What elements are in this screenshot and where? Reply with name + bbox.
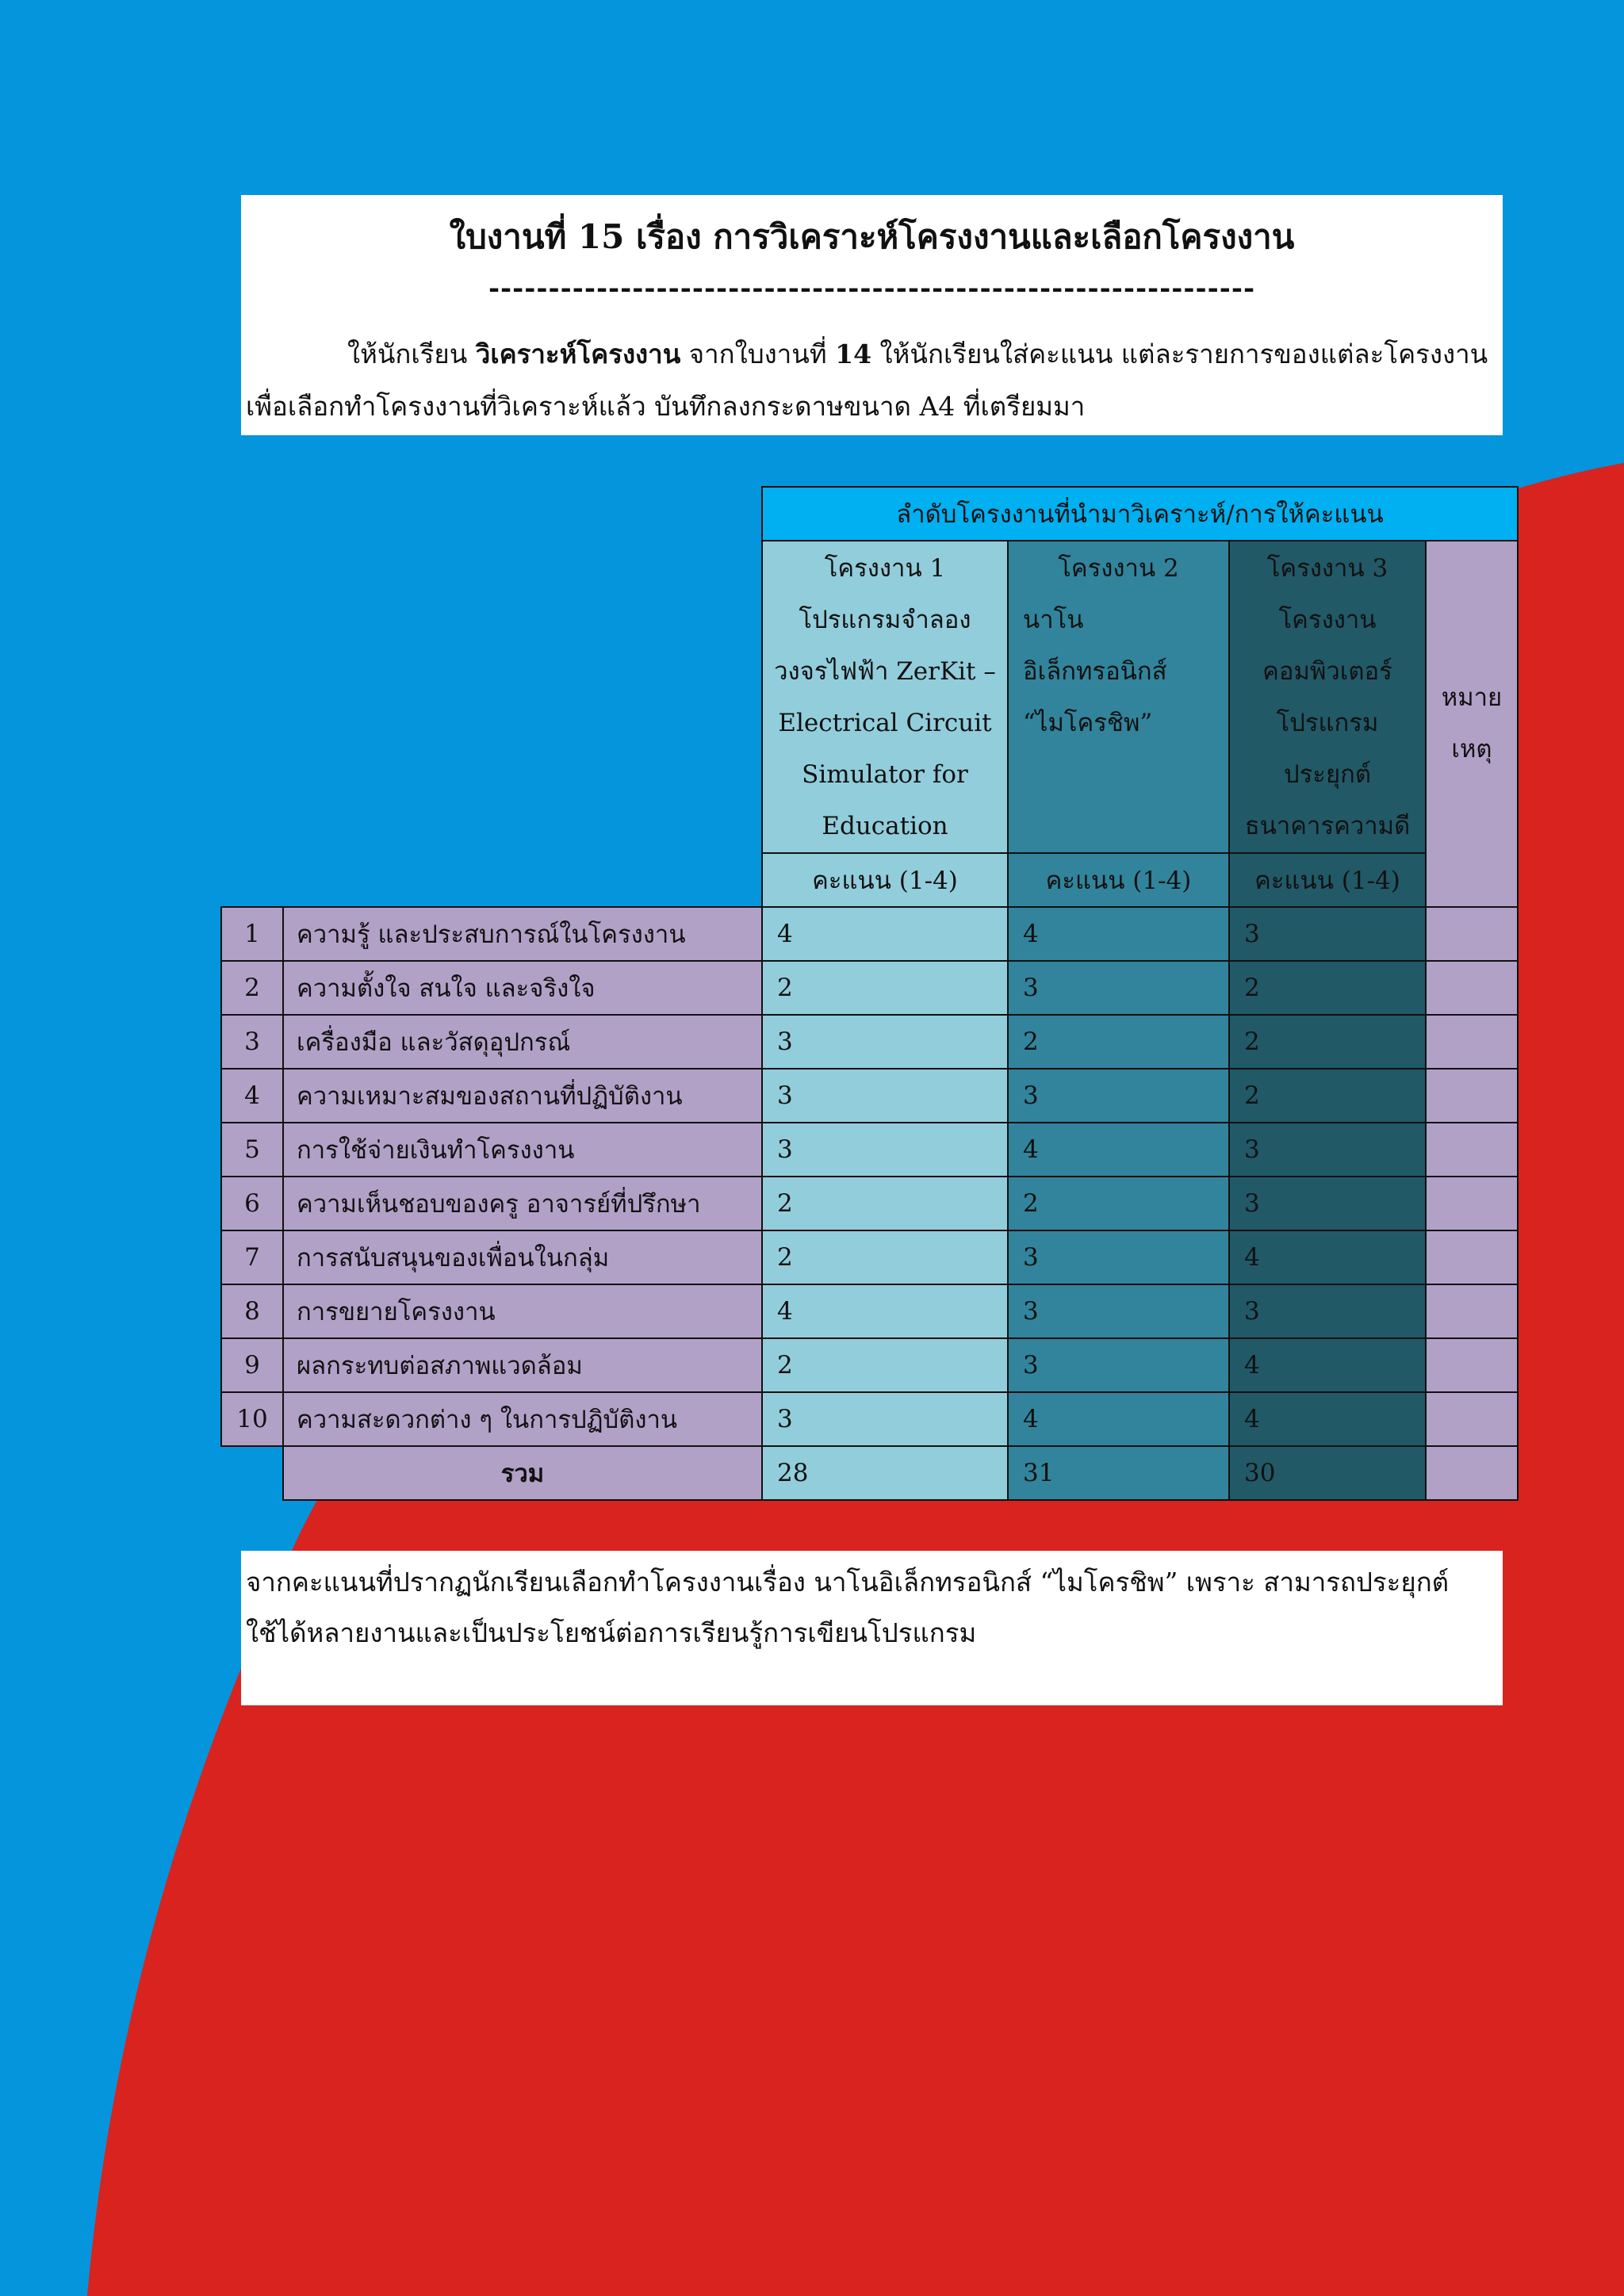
remark-cell bbox=[1426, 1338, 1518, 1392]
score-project-2: 3 bbox=[1008, 1069, 1229, 1123]
score-project-1: 3 bbox=[762, 1123, 1008, 1177]
project-2-line: นาโน bbox=[1023, 606, 1084, 634]
score-project-1: 2 bbox=[762, 1230, 1008, 1284]
table-row bbox=[221, 961, 1518, 1015]
table-row bbox=[221, 1069, 1518, 1123]
score-project-1: 3 bbox=[762, 1392, 1008, 1446]
project-2-line: โครงงาน 2 bbox=[1058, 554, 1179, 583]
instruction-text bbox=[246, 328, 1492, 433]
empty-corner bbox=[221, 541, 762, 853]
project-1-unit: คะแนน (1-4) bbox=[762, 853, 1008, 907]
conclusion-box bbox=[241, 1551, 1503, 1705]
criterion: การขยายโครงงาน bbox=[283, 1284, 762, 1338]
project-1-line: Education bbox=[822, 812, 948, 840]
project-3-line: โครงงาน 3 bbox=[1266, 554, 1388, 583]
instruction-bold-number: 14 bbox=[835, 339, 872, 369]
score-project-2: 4 bbox=[1008, 907, 1229, 961]
project-1-line: วงจรไฟฟ้า ZerKit – bbox=[774, 657, 996, 686]
instruction-mid: จากใบงานที่ bbox=[680, 339, 836, 369]
project-2-unit: คะแนน (1-4) bbox=[1008, 853, 1229, 907]
score-project-3: 4 bbox=[1229, 1230, 1426, 1284]
table-row bbox=[221, 1123, 1518, 1177]
criterion: ความรู้ และประสบการณ์ในโครงงาน bbox=[283, 907, 762, 961]
criterion: การใช้จ่ายเงินทำโครงงาน bbox=[283, 1123, 762, 1177]
table-row bbox=[221, 1338, 1518, 1392]
criterion: ความตั้งใจ สนใจ และจริงใจ bbox=[283, 961, 762, 1015]
score-project-1: 4 bbox=[762, 1284, 1008, 1338]
project-3-line: คอมพิวเตอร์ bbox=[1262, 657, 1392, 686]
table-row bbox=[221, 1392, 1518, 1446]
table-row bbox=[221, 1015, 1518, 1069]
group-header: ลำดับโครงงานที่นำมาวิเคราะห์/การให้คะแนน bbox=[762, 487, 1518, 541]
remark-cell bbox=[1426, 907, 1518, 961]
remark-header-line: หมาย bbox=[1441, 683, 1503, 712]
score-project-3: 4 bbox=[1229, 1392, 1426, 1446]
empty-corner bbox=[221, 487, 762, 541]
row-number: 1 bbox=[221, 907, 283, 961]
remark-cell bbox=[1426, 961, 1518, 1015]
score-project-1: 2 bbox=[762, 1177, 1008, 1230]
remark-cell bbox=[1426, 1284, 1518, 1338]
project-2-line: “ไมโครชิพ” bbox=[1023, 709, 1153, 737]
project-1-line: โครงงาน 1 bbox=[824, 554, 946, 583]
table-row bbox=[221, 1284, 1518, 1338]
total-project-1: 28 bbox=[762, 1446, 1008, 1500]
score-project-2: 2 bbox=[1008, 1177, 1229, 1230]
project-1-line: Simulator for bbox=[802, 760, 968, 789]
total-row bbox=[221, 1446, 1518, 1500]
row-number: 3 bbox=[221, 1015, 283, 1069]
score-project-2: 3 bbox=[1008, 1338, 1229, 1392]
instruction-pre: ให้นักเรียน bbox=[347, 339, 476, 369]
score-project-1: 4 bbox=[762, 907, 1008, 961]
score-project-3: 2 bbox=[1229, 1069, 1426, 1123]
row-number: 5 bbox=[221, 1123, 283, 1177]
empty-cell bbox=[221, 1446, 283, 1500]
remark-header-line: เหตุ bbox=[1451, 735, 1492, 763]
remark-cell bbox=[1426, 1123, 1518, 1177]
total-project-3: 30 bbox=[1229, 1446, 1426, 1500]
remark-cell bbox=[1426, 1446, 1518, 1500]
project-1-header bbox=[762, 541, 1008, 853]
score-project-2: 4 bbox=[1008, 1123, 1229, 1177]
remark-cell bbox=[1426, 1177, 1518, 1230]
score-project-3: 2 bbox=[1229, 1015, 1426, 1069]
score-project-2: 2 bbox=[1008, 1015, 1229, 1069]
score-project-2: 3 bbox=[1008, 1230, 1229, 1284]
empty-corner bbox=[221, 853, 762, 907]
instruction-bold-analyze: วิเคราะห์โครงงาน bbox=[475, 339, 681, 369]
score-project-2: 3 bbox=[1008, 1284, 1229, 1338]
score-project-1: 2 bbox=[762, 1338, 1008, 1392]
score-project-2: 3 bbox=[1008, 961, 1229, 1015]
project-3-line: ธนาคารความดี bbox=[1244, 812, 1411, 840]
project-3-line: โปรแกรม bbox=[1276, 709, 1379, 737]
remark-cell bbox=[1426, 1230, 1518, 1284]
row-number: 9 bbox=[221, 1338, 283, 1392]
page-title: ใบงานที่ 15 เรื่อง การวิเคราะห์โครงงานและเลือกโครงงาน bbox=[449, 217, 1295, 256]
score-project-3: 3 bbox=[1229, 1284, 1426, 1338]
score-project-3: 3 bbox=[1229, 1177, 1426, 1230]
remark-cell bbox=[1426, 1392, 1518, 1446]
remark-header bbox=[1426, 541, 1518, 907]
project-3-line: ประยุกต์ bbox=[1283, 760, 1372, 789]
score-project-1: 3 bbox=[762, 1015, 1008, 1069]
score-project-1: 2 bbox=[762, 961, 1008, 1015]
project-2-line: อิเล็กทรอนิกส์ bbox=[1023, 657, 1167, 686]
project-3-unit: คะแนน (1-4) bbox=[1229, 853, 1426, 907]
score-project-2: 4 bbox=[1008, 1392, 1229, 1446]
row-number: 2 bbox=[221, 961, 283, 1015]
row-number: 4 bbox=[221, 1069, 283, 1123]
divider-line: ---------------------------------------------------------------- bbox=[488, 273, 1256, 304]
criterion: ผลกระทบต่อสภาพแวดล้อม bbox=[283, 1338, 762, 1392]
score-project-3: 3 bbox=[1229, 1123, 1426, 1177]
project-2-header bbox=[1008, 541, 1229, 853]
row-number: 8 bbox=[221, 1284, 283, 1338]
worksheet-header bbox=[241, 195, 1503, 435]
score-project-1: 3 bbox=[762, 1069, 1008, 1123]
table-row bbox=[221, 907, 1518, 961]
row-number: 6 bbox=[221, 1177, 283, 1230]
criterion: ความเหมาะสมของสถานที่ปฏิบัติงาน bbox=[283, 1069, 762, 1123]
score-table bbox=[220, 486, 1519, 1501]
table-row bbox=[221, 1177, 1518, 1230]
project-3-header bbox=[1229, 541, 1426, 853]
score-project-3: 2 bbox=[1229, 961, 1426, 1015]
project-1-line: Electrical Circuit bbox=[778, 709, 992, 737]
remark-cell bbox=[1426, 1069, 1518, 1123]
score-project-3: 3 bbox=[1229, 907, 1426, 961]
criterion: ความเห็นชอบของครู อาจารย์ที่ปรึกษา bbox=[283, 1177, 762, 1230]
project-3-line: โครงงาน bbox=[1278, 606, 1377, 634]
criterion: การสนับสนุนของเพื่อนในกลุ่ม bbox=[283, 1230, 762, 1284]
criterion: ความสะดวกต่าง ๆ ในการปฏิบัติงาน bbox=[283, 1392, 762, 1446]
row-number: 7 bbox=[221, 1230, 283, 1284]
total-project-2: 31 bbox=[1008, 1446, 1229, 1500]
criterion: เครื่องมือ และวัสดุอุปกรณ์ bbox=[283, 1015, 762, 1069]
remark-cell bbox=[1426, 1015, 1518, 1069]
instruction-post: ให้นักเรียนใส่คะแนน แต่ละรายการของแต่ละโครงงาน เพื่อเลือกทำโครงงานที่วิเคราะห์แล้ว บันทึกลงกระดาษขนาด A4 ที่เตรียมมา bbox=[246, 339, 1488, 422]
project-1-line: โปรแกรมจำลอง bbox=[799, 606, 971, 634]
conclusion-text: จากคะแนนที่ปรากฏนักเรียนเลือกทำโครงงานเรื่อง นาโนอิเล็กทรอนิกส์ “ไมโครชิพ” เพราะ สามารถประยุกต์ใช้ได้หลายงานและเป็นประโยชน์ต่อการเรียนรู้การเขียนโปรแกรม bbox=[246, 1567, 1450, 1648]
row-number: 10 bbox=[221, 1392, 283, 1446]
score-project-3: 4 bbox=[1229, 1338, 1426, 1392]
table-row bbox=[221, 1230, 1518, 1284]
total-label: รวม bbox=[283, 1446, 762, 1500]
